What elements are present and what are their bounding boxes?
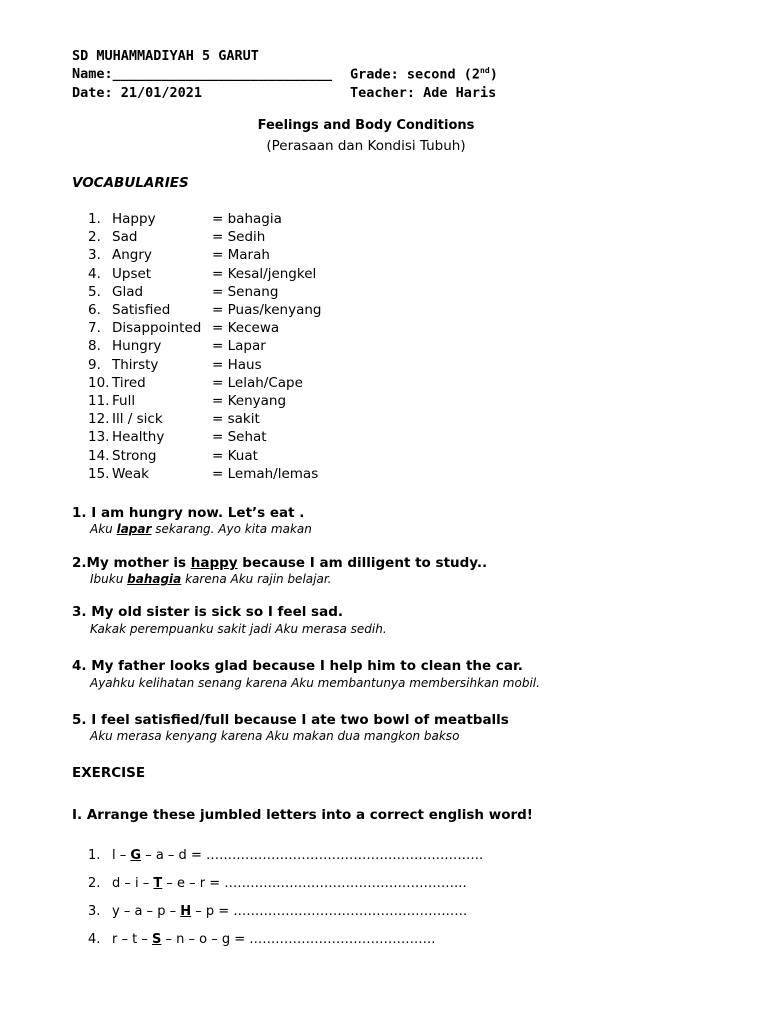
sentence-1-translation [90,522,312,536]
sentence-5-en: I feel satisfied/full because I ate two bowl of meatballs [91,712,509,728]
s1-id-a: Aku [90,522,117,536]
s1-id-b: sekarang. Ayo kita makan [151,522,312,536]
exercise-key-letter: S [151,932,162,947]
exercise-letters-b: – n – o – g = ……………………………………. [161,932,436,947]
grade-text: Grade: second (2 [350,66,481,83]
exercise-instruction: I. Arrange these jumbled letters into a correct english word! [72,807,533,823]
vocab-item [88,284,278,300]
exercise-item [88,904,467,919]
vocab-num: 14. [88,447,110,464]
exercise-num: 3. [88,904,101,919]
vocab-num: 8. [88,338,101,355]
s2-id-a: Ibuku [90,572,128,586]
name-label [72,66,332,82]
vocab-meaning: = Kecewa [212,320,280,337]
sentence-1-en: I am hungry now. Let’s eat . [91,505,305,521]
vocab-meaning: = Kuat [212,447,258,464]
sentence-1-num: 1. [72,505,87,521]
vocab-meaning: = Lemah/lemas [212,465,319,482]
sentence-3 [72,604,343,620]
vocab-word: Thirsty [112,356,159,373]
vocab-num: 10. [88,374,110,391]
vocab-num: 2. [88,229,101,246]
vocab-num: 6. [88,302,101,318]
school-name: SD MUHAMMADIYAH 5 GARUT [72,48,259,64]
vocab-item [88,302,322,318]
vocab-word: Weak [112,465,149,482]
vocab-meaning: = Senang [212,283,279,300]
exercise-heading: EXERCISE [72,765,146,781]
sentence-3-en: My old sister is sick so I feel sad. [91,604,343,620]
exercise-key-letter: T [153,876,163,891]
vocab-word: Tired [112,374,146,391]
vocab-num: 1. [88,211,101,227]
vocab-meaning: = sakit [212,411,260,428]
vocab-meaning: = Kenyang [212,393,287,409]
grade-sup: nd [480,66,490,75]
exercise-item [88,876,467,891]
vocab-item [88,229,265,245]
vocab-num: 5. [88,283,101,300]
sentence-5-translation: Aku merasa kenyang karena Aku makan dua mangkon bakso [90,729,460,743]
sentence-5-num: 5. [72,712,87,728]
vocab-item [88,466,318,482]
exercise-letters-b: – a – d = ………………………………………………………. [141,848,484,863]
vocab-meaning: = Sedih [212,229,266,246]
vocab-num: 4. [88,265,101,282]
vocab-item [88,247,270,263]
vocab-item [88,211,282,227]
sentence-3-num: 3. [72,604,87,620]
vocab-item [88,375,303,391]
teacher-label: Teacher: Ade Haris [350,85,497,101]
vocab-word: Sad [112,229,138,246]
sentence-4-num: 4. [72,658,87,674]
page-title: Feelings and Body Conditions [257,118,475,133]
vocab-word: Healthy [112,429,165,446]
vocab-word: Happy [112,211,156,227]
exercise-letters-b: – e – r = ……………………………………………….. [162,876,467,891]
vocab-num: 7. [88,320,101,337]
vocab-word: Hungry [112,338,162,355]
vocab-item [88,411,260,427]
sentence-1 [72,505,304,521]
grade-label [350,66,498,83]
s1-id-u: lapar [116,522,152,536]
s2-en-a: My mother is [86,555,191,571]
vocab-heading: VOCABULARIES [72,175,189,191]
sentence-2 [72,555,487,571]
vocab-meaning: = Haus [212,356,262,373]
sentence-3-translation: Kakak perempuanku sakit jadi Aku merasa sedih. [90,622,387,636]
vocab-num: 15. [88,465,110,482]
vocab-num: 13. [88,429,110,446]
vocab-num: 11. [88,393,110,409]
exercise-key-letter: G [130,848,142,863]
vocab-meaning: = Sehat [212,429,267,446]
vocab-word: Disappointed [112,320,202,337]
page-subtitle: (Perasaan dan Kondisi Tubuh) [266,138,466,154]
vocab-word: Strong [112,447,157,464]
sentence-4 [72,658,523,674]
exercise-letters-a: r – t – [112,932,152,947]
vocab-num: 9. [88,356,101,373]
exercise-num: 4. [88,932,101,947]
sentence-2-num: 2. [72,555,87,571]
vocab-meaning: = Puas/kenyang [212,302,322,318]
vocab-item [88,266,316,282]
name-blank: ___________________________ [112,66,333,82]
s2-id-u: bahagia [127,572,182,586]
vocab-item [88,429,267,445]
vocab-word: Glad [112,283,144,300]
sentence-4-translation: Ayahku kelihatan senang karena Aku membantunya membersihkan mobil. [90,676,540,690]
vocab-meaning: = Lapar [212,338,266,355]
date-label: Date: 21/01/2021 [72,85,203,101]
grade-close: ) [489,66,498,83]
vocab-meaning: = Marah [212,247,270,264]
exercise-num: 2. [88,876,101,891]
vocab-item [88,357,262,373]
sentence-4-en: My father looks glad because I help him to clean the car. [91,658,523,674]
vocab-num: 3. [88,247,101,264]
vocab-word: Ill / sick [112,411,163,428]
exercise-item [88,848,483,863]
exercise-num: 1. [88,848,101,863]
vocab-item [88,338,266,354]
exercise-letters-b: – p = ……………………………………………… [191,904,468,919]
sentence-5 [72,712,509,728]
exercise-letters-a: l – [112,848,131,863]
vocab-item [88,448,258,464]
exercise-letters-a: d – i – [112,876,154,891]
exercise-letters-a: y – a – p – [112,904,181,919]
name-label-text: Name: [72,66,113,82]
vocab-word: Satisfied [112,302,171,318]
vocab-word: Full [112,393,136,409]
vocab-meaning: = Kesal/jengkel [212,265,317,282]
vocab-word: Angry [112,247,152,264]
s2-en-b: because I am dilligent to study.. [237,555,488,571]
s2-en-u: happy [190,555,238,571]
vocab-meaning: = Lelah/Cape [212,374,303,391]
sentence-2-translation [90,572,331,586]
exercise-item [88,932,435,947]
exercise-key-letter: H [180,904,192,919]
vocab-item [88,393,286,409]
vocab-word: Upset [112,265,152,282]
vocab-meaning: = bahagia [212,211,282,227]
vocab-num: 12. [88,411,110,428]
s2-id-b: karena Aku rajin belajar. [181,572,332,586]
vocab-item [88,320,279,336]
